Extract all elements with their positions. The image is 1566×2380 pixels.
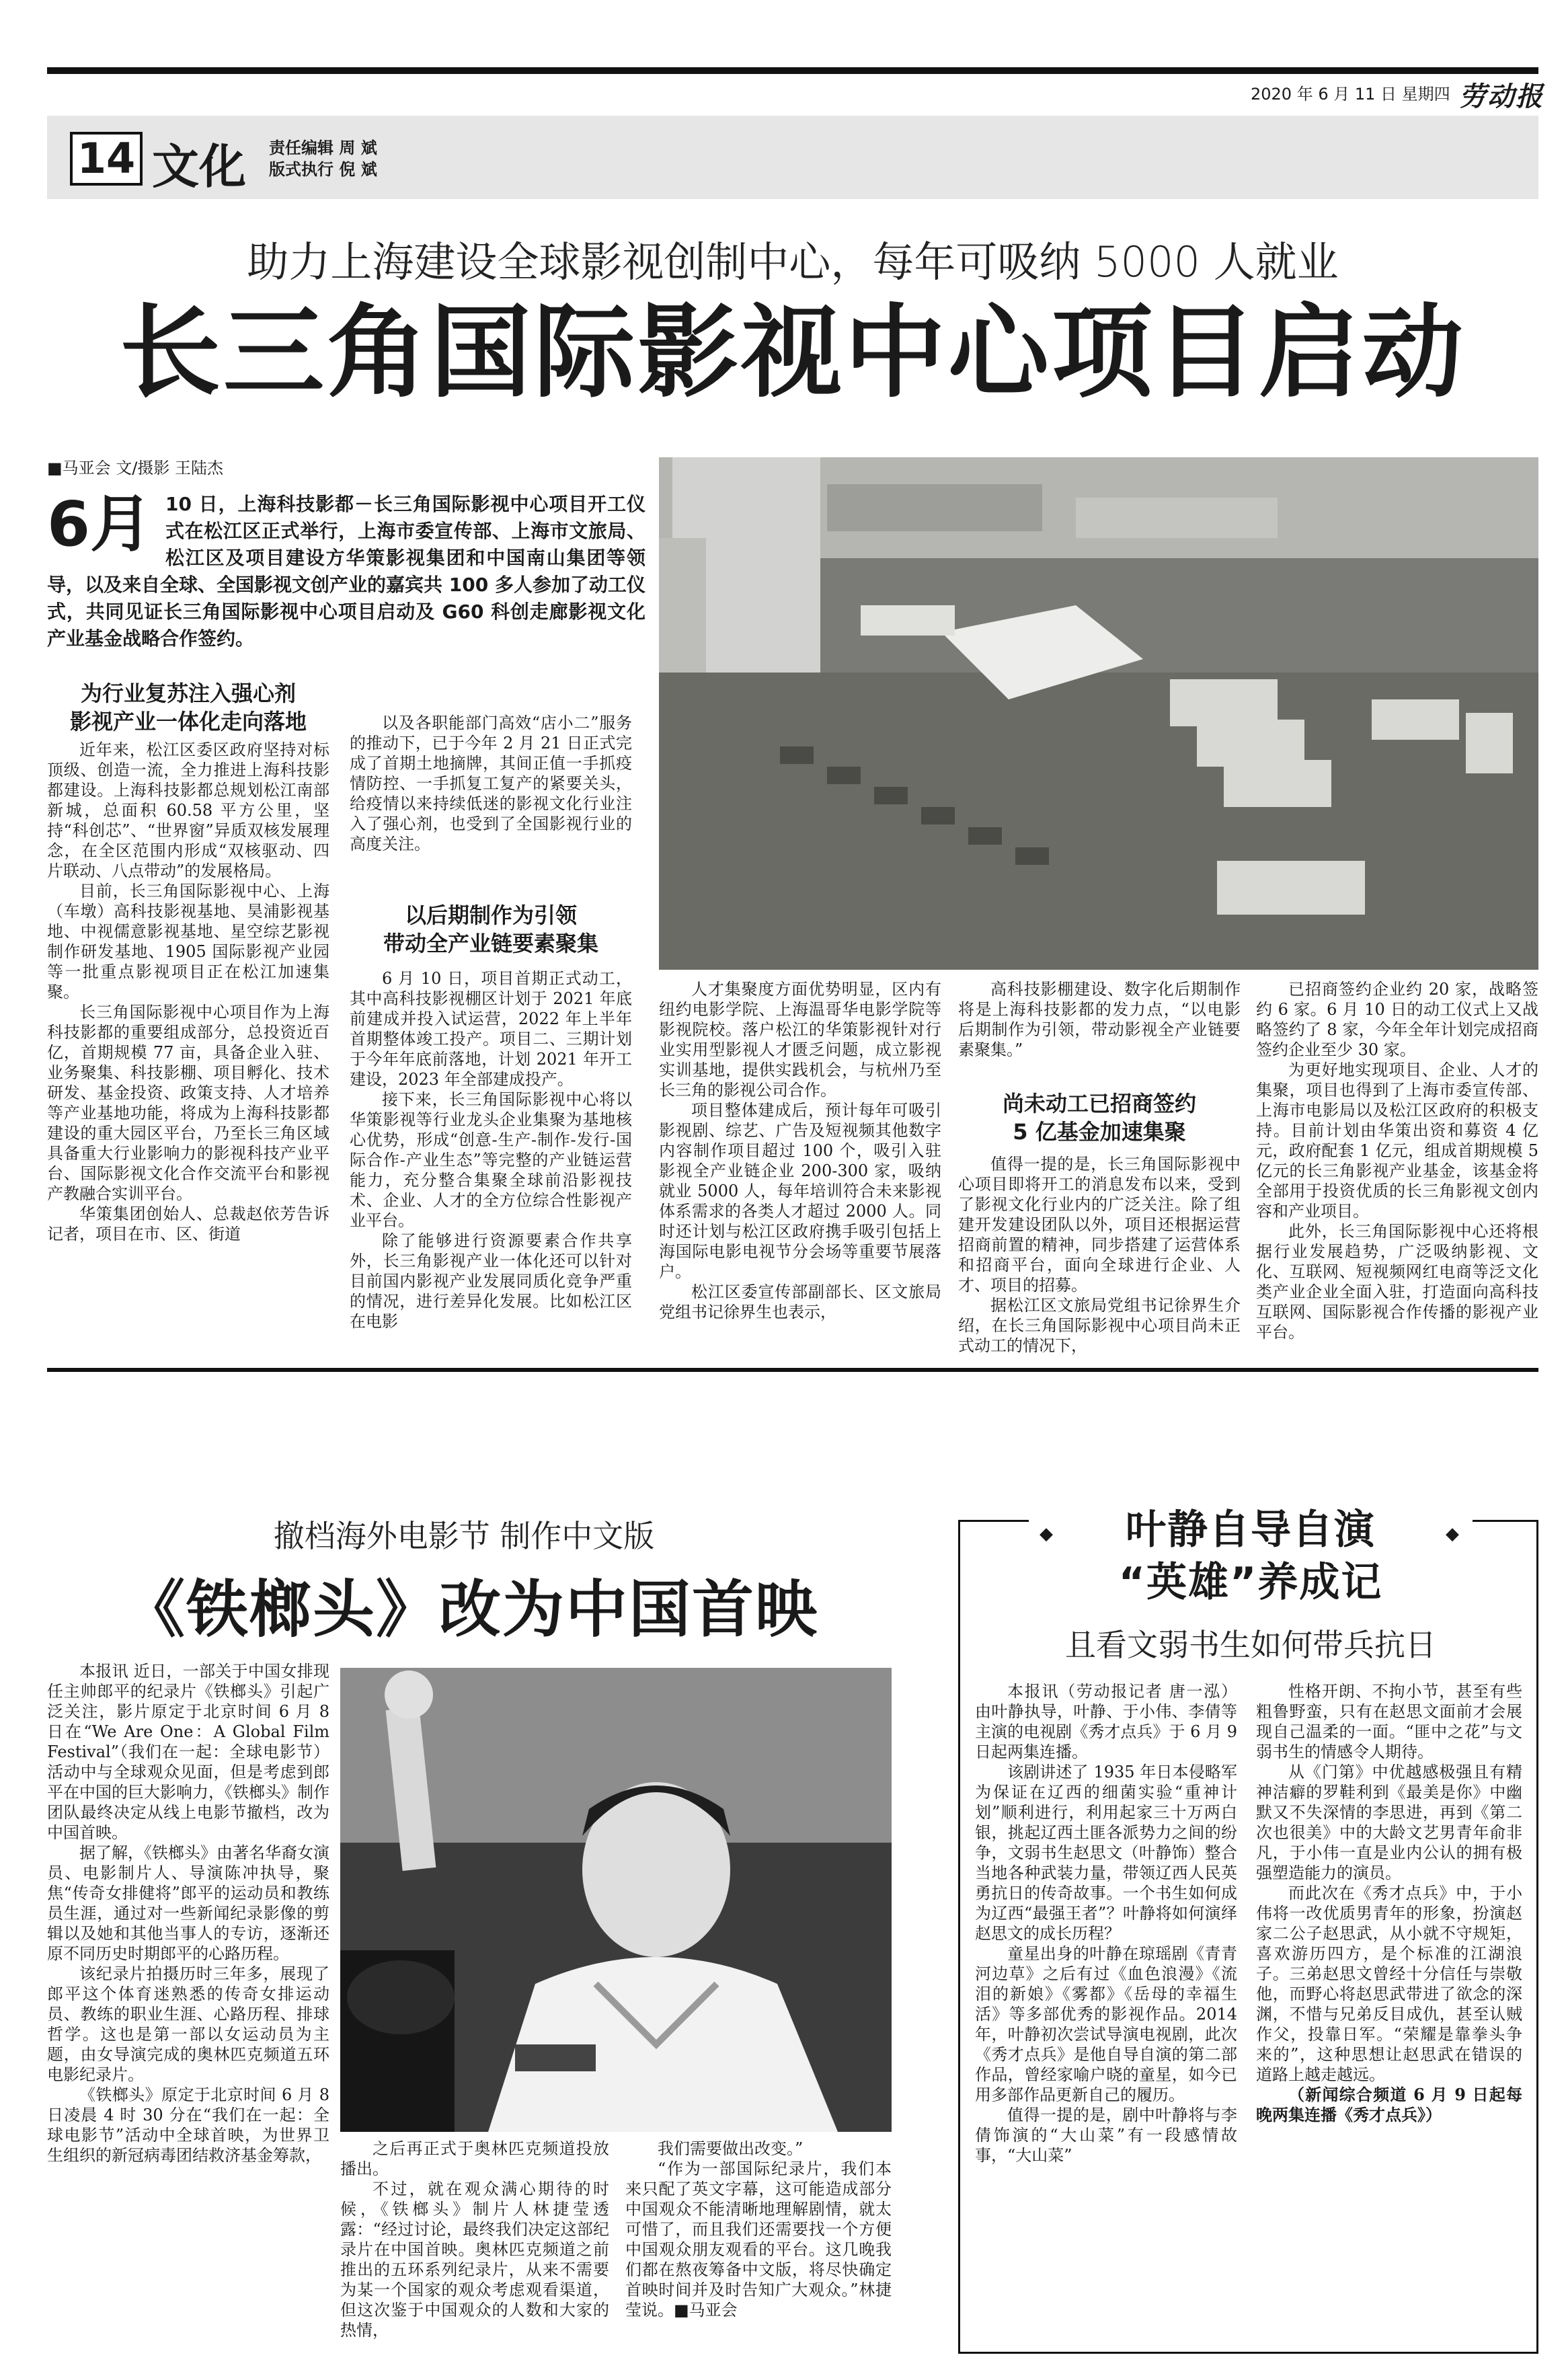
construction-site-photo bbox=[659, 457, 1538, 970]
top-story-byline: ■马亚会 文/摄影 王陆杰 bbox=[47, 459, 224, 477]
top-story-col1 bbox=[47, 740, 329, 1244]
section-divider bbox=[47, 1368, 1538, 1372]
section-name: 文化 bbox=[152, 139, 246, 194]
paragraph: 值得一提的是，长三角国际影视中心项目即将开工的消息发布以来，受到了影视文化行业内的广泛关注。除了组建开发建设团队以外，项目还根据运营招商前置的精神，同步搭建了运营体系和招商平台，面向全球进行企业、人才、项目的招募。 bbox=[958, 1155, 1241, 1295]
top-story-col2-top bbox=[350, 713, 632, 854]
paragraph: 本报讯（劳动报记者 唐一泓）由叶静执导，叶静、于小伟、李倩等主演的电视剧《秀才点兵》于 6 月 9 日起两集连播。 bbox=[975, 1682, 1237, 1761]
top-story-headline: 长三角国际影视中心项目启动 bbox=[119, 295, 1466, 412]
story2-col1 bbox=[47, 1661, 329, 2165]
diamond-bullet-icon: ◆ bbox=[1040, 1524, 1053, 1544]
paragraph: 该纪录片拍摄历时三年多，展现了郎平这个体育迷熟悉的传奇女排运动员、教练的职业生涯、心路历程、排球哲学。这也是第一部以女运动员为主题，由女导演完成的奥林匹克频道五环电影纪录片。 bbox=[47, 1964, 329, 2084]
story2-col3 bbox=[625, 2139, 892, 2320]
story3-headline: 叶静自导自演 “英雄”养成记 bbox=[1118, 1506, 1383, 1606]
paragraph: 此外，长三角国际影视中心还将根据行业发展趋势，广泛吸纳影视、文化、互联网、短视频网红电商等泛文化类产业企业全面入驻，打造面向高科技互联网、国际影视合作传播的影视产业平台。 bbox=[1256, 1222, 1538, 1342]
paragraph: 6 月 10 日，项目首期正式动工，其中高科技影视棚区计划于 2021 年底前建成并投入试运营，2022 年上半年首期整体竣工投产。项目二、三期计划于今年年底前落地，计划 2021 年开工建设，2023 年全部建成投产。 bbox=[350, 969, 632, 1089]
broadcast-note: （新闻综合频道 6 月 9 日起每晚两集连播《秀才点兵》） bbox=[1256, 2085, 1522, 2124]
top-story-col2-bottom bbox=[350, 968, 632, 1332]
masthead: 劳动报 bbox=[1459, 81, 1544, 112]
drop-cap: 6月 bbox=[47, 488, 153, 560]
paragraph: 据了解，《铁榔头》由著名华裔女演员、电影制片人、导演陈冲执导，聚焦“传奇女排健将”郎平的运动员和教练员生涯，通过对一些新闻纪录影像的剪辑以及她和其他当事人的专访，逐渐还原不同历史时期郎平的心路历程。 bbox=[47, 1843, 329, 1963]
story3-subtitle: 且看文弱书生如何带兵抗日 bbox=[1065, 1627, 1436, 1663]
lang-ping-photo bbox=[340, 1668, 892, 2132]
paragraph: 据松江区文旅局党组书记徐界生介绍，在长三角国际影视中心项目尚未正式动工的情况下， bbox=[958, 1296, 1241, 1355]
paragraph: 该剧讲述了 1935 年日本侵略军为保证在辽西的细菌实验“重神计划”顺利进行，利用起家三十万两白银，挑起辽西土匪各派势力之间的纷争，文弱书生赵思文（叶静饰）整合当地各种武装力量，带领辽西人民英勇抗日的传奇故事。一个书生如何成为辽西“最强王者”？叶静将如何演绎赵思文的成长历程？ bbox=[975, 1763, 1237, 1943]
subhead-industry-recovery: 为行业复苏注入强心剂 影视产业一体化走向落地 bbox=[69, 681, 307, 734]
subhead-post-production: 以后期制作为引领 带动全产业链要素聚集 bbox=[383, 903, 598, 956]
paragraph: 人才集聚度方面优势明显，区内有纽约电影学院、上海温哥华电影学院等影视院校。落户松江的华策影视针对行业实用型影视人才匮乏问题，成立影视实训基地，提供实践机会，与杭州乃至长三角的影视公司合作。 bbox=[659, 980, 941, 1100]
top-story-col5 bbox=[1256, 979, 1538, 1342]
paragraph: 近年来，松江区委区政府坚持对标顶级、创造一流，全力推进上海科技影都建设。上海科技影都总规划松江南部新城，总面积 60.58 平方公里，坚持“科创芯”、“世界窗”异质双核发展理念，在全区范围内形成“双核驱动、四片联动、八点带动”的发展格局。 bbox=[47, 740, 329, 880]
page-number: 14 bbox=[70, 132, 143, 186]
lead-text: 10 日，上海科技影都－长三角国际影视中心项目开工仪式在松江区正式举行，上海市委宣传部、上海市文旅局、松江区及项目建设方华策影视集团和中国南山集团等领导，以及来自全球、全国影视文创产业的嘉宾共 100 多人参加了动工仪式，共同见证长三角国际影视中心项目启动及 G60 科创走廊影视文化产业基金战略合作签约。 bbox=[47, 493, 645, 650]
story3-col2 bbox=[1256, 1681, 1522, 2125]
paragraph: 除了能够进行资源要素合作共享外，长三角影视产业一体化还可以针对目前国内影视产业发展同质化竞争严重的情况，进行差异化发展。比如松江区在电影 bbox=[350, 1231, 632, 1331]
top-story-col4-top bbox=[958, 979, 1241, 1060]
top-story-col3 bbox=[659, 979, 941, 1322]
paragraph: 目前，长三角国际影视中心、上海（车墩）高科技影视基地、昊浦影视基地、中视儒意影视基地、星空综艺影视制作研发基地、1905 国际影视产业园等一批重点影视项目正在松江加速集聚。 bbox=[47, 882, 329, 1001]
issue-date: 2020 年 6 月 11 日 星期四 bbox=[1251, 85, 1450, 104]
paragraph: 高科技影棚建设、数字化后期制作将是上海科技影都的发力点，“以电影后期制作为引领，带动影视全产业链要素聚集。” bbox=[958, 980, 1241, 1059]
top-story-lead bbox=[47, 488, 645, 652]
paragraph: 值得一提的是，剧中叶静将与李倩饰演的“大山菜”有一段感情故事，“大山菜” bbox=[975, 2106, 1237, 2165]
paragraph: 华策集团创始人、总裁赵依芳告诉记者，项目在市、区、街道 bbox=[47, 1204, 329, 1243]
story2-kicker: 撤档海外电影节 制作中文版 bbox=[273, 1518, 655, 1554]
story3-col1 bbox=[975, 1681, 1237, 2165]
paragraph: 之后再正式于奥林匹克频道投放播出。 bbox=[340, 2139, 609, 2178]
paragraph: 项目整体建成后，预计每年可吸引影视剧、综艺、广告及短视频其他数字内容制作项目超过 100 个，吸引入驻影视全产业链企业 200-300 家，吸纳就业 5000 人，每年培训符合未来影视体系需求的各类人才超过 2000 人。同时还计划与松江区政府携手吸引包括上海国际电影电视节分会场等重要节展落户。 bbox=[659, 1101, 941, 1281]
paragraph: 本报讯 近日，一部关于中国女排现任主帅郎平的纪录片《铁榔头》引起广泛关注，影片原定于北京时间 6 月 8 日在“We Are One：A Global Film Festival”（我们在一起：全球电影节）活动中与全球观众见面，但是考虑到郎平在中国的巨大影响力，《铁榔头》制作团队最终决定从线上电影节撤档，改为中国首映。 bbox=[47, 1662, 329, 1842]
paragraph: 我们需要做出改变。” bbox=[658, 2139, 804, 2158]
paragraph: 长三角国际影视中心项目作为上海科技影都的重要组成部分，总投资近百亿，首期规模 77 亩，具备企业入驻、业务聚集、科技影棚、项目孵化、技术研发、基金投资、政策支持、人才培养等产业基地功能，将成为上海科技影都建设的重大园区平台，乃至长三角区域具备重大行业影响力的影视科技产业平台、国际影视文化合作交流平台和影视产教融合实训平台。 bbox=[47, 1003, 329, 1203]
paragraph: 已招商签约企业约 20 家，战略签约 6 家。6 月 10 日的动工仪式上又战略签约了 8 家，今年全年计划完成招商签约企业至少 30 家。 bbox=[1256, 980, 1538, 1059]
paragraph: 性格开朗、不拘小节，甚至有些粗鲁野蛮，只有在赵思文面前才会展现自己温柔的一面。“匪中之花”与文弱书生的情感令人期待。 bbox=[1256, 1682, 1522, 1761]
story2-col2 bbox=[340, 2139, 609, 2340]
paragraph: “作为一部国际纪录片，我们本来只配了英文字幕，这可能造成部分中国观众不能清晰地理解剧情，就太可惜了，而且我们还需要找一个方便中国观众朋友观看的平台。这几晚我们都在熬夜筹备中文版，将尽快确定首映时间并及时告知广大观众。”林捷莹说。■马亚会 bbox=[625, 2159, 892, 2319]
subhead-investment-fund: 尚未动工已招商签约 5 亿基金加速集聚 bbox=[1002, 1091, 1196, 1145]
paragraph: 以及各职能部门高效“店小二”服务的推动下，已于今年 2 月 21 日正式完成了首期土地摘牌，其间正值一手抓疫情防控、一手抓复工复产的紧要关头，给疫情以来持续低迷的影视文化行业注入了强心剂，也受到了全国影视行业的高度关注。 bbox=[350, 714, 632, 853]
top-story-kicker: 助力上海建设全球影视创制中心，每年可吸纳 5000 人就业 bbox=[247, 237, 1339, 286]
layout-credit: 版式执行 倪 斌 bbox=[269, 160, 377, 179]
paragraph: 不过，就在观众满心期待的时候，《铁榔头》制片人林捷莹透露：“经过讨论，最终我们决定这部纪录片在中国首映。奥林匹克频道之前推出的五环系列纪录片，从来不需要为某一个国家的观众考虑观看渠道，但这次鉴于中国观众的人数和大家的热情， bbox=[340, 2180, 609, 2340]
diamond-bullet-icon: ◆ bbox=[1446, 1524, 1459, 1544]
paragraph: 松江区委宣传部副部长、区文旅局党组书记徐界生也表示， bbox=[659, 1282, 941, 1321]
paragraph: 接下来，长三角国际影视中心将以华策影视等行业龙头企业集聚为基地核心优势，形成“创意-生产-制作-发行-国际合作-产业生态”等完整的产业链运营能力，充分整合集聚全球前沿影视技术、企业、人才的全方位综合性影视产业平台。 bbox=[350, 1090, 632, 1230]
story2-headline: 《铁榔头》改为中国首映 bbox=[122, 1574, 818, 1646]
top-story-col4-bottom bbox=[958, 1154, 1241, 1356]
editor-credit: 责任编辑 周 斌 bbox=[269, 139, 377, 157]
paragraph: 为更好地实现项目、企业、人才的集聚，项目也得到了上海市委宣传部、上海市电影局以及松江区政府的积极支持。目前计划由华策出资和募资 4 亿元，政府配套 1 亿元，组成首期规模 5 亿元的长三角影视产业基金，该基金将全部用于投资优质的长三角影视文创内容和产业项目。 bbox=[1256, 1061, 1538, 1221]
top-rule bbox=[47, 67, 1538, 74]
paragraph: 《铁榔头》原定于北京时间 6 月 8 日凌晨 4 时 30 分在“我们在一起：全球电影节”活动中全球首映，为世界卫生组织的新冠病毒团结救济基金筹款， bbox=[47, 2085, 329, 2165]
paragraph: 从《门第》中优越感极强且有精神洁癖的罗鞋利到《最美是你》中幽默又不失深情的李思进，再到《第二次也很美》中的大龄文艺男青年俞非凡，于小伟一直是业内公认的拥有极强塑造能力的演员。 bbox=[1256, 1763, 1522, 1882]
paragraph: 而此次在《秀才点兵》中，于小伟将一改优质男青年的形象，扮演赵家二公子赵思武，从小就不守规矩，喜欢游历四方，是个标准的江湖浪子。三弟赵思文曾经十分信任与崇敬他，而野心将赵思武带进了欲念的深渊，不惜与兄弟反目成仇，甚至认贼作父，投靠日军。“荣耀是靠拳头争来的”，这种思想让赵思武在错误的道路上越走越远。 bbox=[1256, 1884, 1522, 2084]
paragraph: 童星出身的叶静在琼瑶剧《青青河边草》之后有过《血色浪漫》《流泪的新娘》《雾都》《岳母的幸福生活》等多部优秀的影视作品。2014 年，叶静初次尝试导演电视剧，此次《秀才点兵》是他自导自演的第二部作品，曾经家喻户晓的童星，如今已用多部作品更新自己的履历。 bbox=[975, 1944, 1237, 2104]
